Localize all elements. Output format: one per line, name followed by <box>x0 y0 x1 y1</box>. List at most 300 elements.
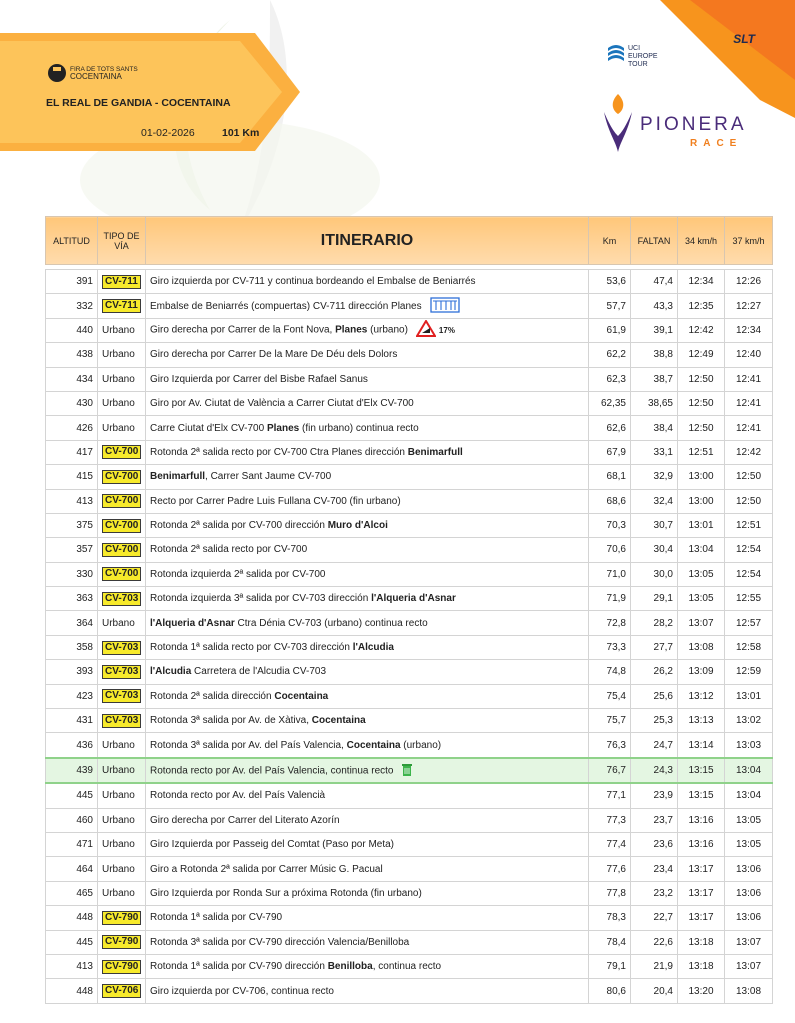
itinerary-town: Benilloba <box>327 961 373 973</box>
cell-altitud: 332 <box>46 294 98 318</box>
cell-37kmh: 13:06 <box>725 881 773 905</box>
cell-altitud: 448 <box>46 979 98 1003</box>
cell-km: 76,3 <box>589 733 631 758</box>
cell-tipo-via <box>98 906 146 930</box>
cell-tipo-via <box>98 294 146 318</box>
itinerary-text-after: , continua recto <box>372 961 442 973</box>
table-row <box>46 587 773 611</box>
cell-faltan: 30,4 <box>631 538 678 562</box>
road-tag: CV-703 <box>102 592 141 606</box>
itinerary-text: Giro Izquierda por Carrer del Bisbe Rafael Sanus <box>150 373 368 385</box>
itinerary-text: Giro Izquierda por Ronda Sur a próxima Rotonda (fin urbano) <box>150 887 422 899</box>
cell-altitud: 393 <box>46 660 98 684</box>
cell-tipo-via <box>98 416 146 440</box>
table-row <box>46 513 773 537</box>
cell-faltan: 25,3 <box>631 709 678 733</box>
col-km: Km <box>589 217 631 265</box>
col-34kmh: 34 km/h <box>678 217 725 265</box>
cell-faltan: 23,9 <box>631 783 678 808</box>
cell-34kmh: 12:49 <box>678 343 725 367</box>
cell-34kmh: 12:50 <box>678 367 725 391</box>
cell-itinerario <box>146 416 589 440</box>
cell-tipo-via <box>98 489 146 513</box>
itinerary-town: l'Alqueria d'Asnar <box>150 617 235 629</box>
itinerary-text-after: Carretera de l'Alcudia CV-703 <box>191 666 327 678</box>
cell-37kmh: 12:50 <box>725 489 773 513</box>
cell-37kmh: 13:06 <box>725 857 773 881</box>
uci-line2: EUROPE <box>628 53 658 60</box>
cell-km: 77,3 <box>589 808 631 832</box>
cell-itinerario <box>146 489 589 513</box>
table-row <box>46 489 773 513</box>
uci-line1: UCI <box>628 45 641 52</box>
cell-34kmh: 13:18 <box>678 954 725 978</box>
cell-34kmh: 13:16 <box>678 808 725 832</box>
cell-faltan: 28,2 <box>631 611 678 635</box>
cell-itinerario <box>146 343 589 367</box>
cell-km: 75,7 <box>589 709 631 733</box>
cell-faltan: 30,0 <box>631 562 678 586</box>
cell-37kmh: 12:41 <box>725 416 773 440</box>
cell-34kmh: 13:17 <box>678 906 725 930</box>
cell-34kmh: 13:17 <box>678 857 725 881</box>
cell-tipo-via <box>98 367 146 391</box>
trash-bin-icon <box>401 762 413 780</box>
cell-34kmh: 12:51 <box>678 440 725 464</box>
cell-tipo-via <box>98 930 146 954</box>
table-row <box>46 709 773 733</box>
cell-km: 68,6 <box>589 489 631 513</box>
itinerary-text: Rotonda 2ª salida recto por CV-700 Ctra Planes dirección <box>150 446 408 458</box>
table-row <box>46 270 773 294</box>
road-tag: CV-706 <box>102 984 141 998</box>
cell-itinerario <box>146 954 589 978</box>
brand-line1: FIRA DE TOTS SANTS <box>70 66 138 73</box>
cell-37kmh: 12:42 <box>725 440 773 464</box>
table-row <box>46 562 773 586</box>
cell-faltan: 24,3 <box>631 758 678 783</box>
table-row <box>46 465 773 489</box>
cell-altitud: 426 <box>46 416 98 440</box>
road-tag: CV-703 <box>102 714 141 728</box>
road-tag: CV-703 <box>102 641 141 655</box>
cell-altitud: 375 <box>46 513 98 537</box>
road-type: Urbano <box>102 765 135 776</box>
road-type: Urbano <box>102 863 135 875</box>
road-tag: CV-700 <box>102 494 141 508</box>
cell-34kmh: 13:15 <box>678 758 725 783</box>
cell-37kmh: 13:03 <box>725 733 773 758</box>
cell-tipo-via <box>98 538 146 562</box>
cell-faltan: 33,1 <box>631 440 678 464</box>
road-tag: CV-700 <box>102 470 141 484</box>
itinerary-text: Rotonda 1ª salida recto por CV-703 dirección <box>150 642 353 654</box>
cell-faltan: 32,4 <box>631 489 678 513</box>
itinerary-town: Muro d'Alcoi <box>327 520 388 532</box>
cell-37kmh: 12:40 <box>725 343 773 367</box>
road-tag: CV-700 <box>102 543 141 557</box>
itinerary-text: Rotonda recto por Av. del País Valencià <box>150 790 326 802</box>
cell-37kmh: 12:27 <box>725 294 773 318</box>
cell-34kmh: 13:17 <box>678 881 725 905</box>
table-row <box>46 635 773 659</box>
cell-altitud: 430 <box>46 391 98 415</box>
cell-37kmh: 13:04 <box>725 783 773 808</box>
cell-faltan: 47,4 <box>631 270 678 294</box>
table-row <box>46 391 773 415</box>
cell-37kmh: 13:02 <box>725 709 773 733</box>
table-row <box>46 611 773 635</box>
cell-itinerario <box>146 733 589 758</box>
cell-tipo-via <box>98 343 146 367</box>
cell-34kmh: 13:00 <box>678 489 725 513</box>
cell-34kmh: 12:50 <box>678 391 725 415</box>
pionera-logo <box>598 92 768 156</box>
cell-faltan: 22,6 <box>631 930 678 954</box>
col-faltan: FALTAN <box>631 217 678 265</box>
cell-37kmh: 13:01 <box>725 684 773 708</box>
cell-km: 77,6 <box>589 857 631 881</box>
cell-itinerario <box>146 562 589 586</box>
table-row <box>46 954 773 978</box>
cell-tipo-via <box>98 562 146 586</box>
itinerary-text: Rotonda 3ª salida por Av. del País Valencia, <box>150 739 347 751</box>
itinerary-text-after: (urbano) <box>367 325 408 337</box>
cell-altitud: 330 <box>46 562 98 586</box>
road-type: Urbano <box>102 839 135 851</box>
cell-faltan: 32,9 <box>631 465 678 489</box>
road-type: Urbano <box>102 617 135 629</box>
cell-37kmh: 12:34 <box>725 318 773 342</box>
itinerary-text-after: (urbano) <box>400 739 442 751</box>
itinerary-text-after: Ctra Dénia CV-703 (urbano) continua recto <box>234 617 428 629</box>
cell-km: 74,8 <box>589 660 631 684</box>
cell-34kmh: 13:14 <box>678 733 725 758</box>
cell-itinerario <box>146 832 589 856</box>
table-row <box>46 538 773 562</box>
itinerary-town: Benimarfull <box>150 471 206 483</box>
cell-34kmh: 13:00 <box>678 465 725 489</box>
cell-37kmh: 12:26 <box>725 270 773 294</box>
fira-emblem-icon <box>46 62 68 84</box>
table-row <box>46 733 773 758</box>
road-tag: CV-790 <box>102 960 141 974</box>
road-tag: CV-700 <box>102 567 141 581</box>
cell-km: 61,9 <box>589 318 631 342</box>
cell-itinerario <box>146 538 589 562</box>
cell-34kmh: 13:15 <box>678 783 725 808</box>
itinerary-town: Cocentaina <box>311 715 366 727</box>
cell-tipo-via <box>98 318 146 342</box>
itinerary-town: Cocentaina <box>346 739 401 751</box>
cell-itinerario <box>146 906 589 930</box>
road-tag: CV-790 <box>102 911 141 925</box>
itinerary-text: Rotonda 2ª salida por CV-700 dirección <box>150 520 328 532</box>
table-row <box>46 343 773 367</box>
cell-faltan: 23,6 <box>631 832 678 856</box>
itinerary-text: Carre Ciutat d'Elx CV-700 <box>150 422 267 434</box>
cell-34kmh: 12:34 <box>678 270 725 294</box>
itinerary-text: Embalse de Beniarrés (compuertas) CV-711 dirección Planes <box>150 300 422 312</box>
road-tag: CV-703 <box>102 665 141 679</box>
itinerary-town: Planes <box>266 422 300 434</box>
road-type: Urbano <box>102 324 135 336</box>
cell-34kmh: 13:09 <box>678 660 725 684</box>
cell-tipo-via <box>98 270 146 294</box>
cell-km: 57,7 <box>589 294 631 318</box>
road-type: Urbano <box>102 887 135 899</box>
pionera-figure-icon <box>598 92 638 154</box>
cell-tipo-via <box>98 513 146 537</box>
cell-tipo-via <box>98 391 146 415</box>
cell-itinerario <box>146 684 589 708</box>
cell-37kmh: 13:07 <box>725 954 773 978</box>
cell-itinerario <box>146 270 589 294</box>
cell-altitud: 391 <box>46 270 98 294</box>
cell-km: 78,3 <box>589 906 631 930</box>
table-row <box>46 758 773 783</box>
cell-itinerario <box>146 783 589 808</box>
table-row <box>46 881 773 905</box>
table-header-row <box>46 217 773 265</box>
itinerary-text: Rotonda 3ª salida por CV-790 dirección Valencia/Benilloba <box>150 936 410 948</box>
cell-itinerario <box>146 318 589 342</box>
cell-altitud: 413 <box>46 489 98 513</box>
road-type: Urbano <box>102 422 135 434</box>
road-type: Urbano <box>102 373 135 385</box>
uci-globe-icon <box>606 42 626 64</box>
cell-km: 62,2 <box>589 343 631 367</box>
itinerary-text: Rotonda 1ª salida por CV-790 dirección <box>150 961 328 973</box>
cell-itinerario <box>146 367 589 391</box>
cell-faltan: 20,4 <box>631 979 678 1003</box>
cell-km: 72,8 <box>589 611 631 635</box>
cell-itinerario <box>146 979 589 1003</box>
cell-itinerario <box>146 635 589 659</box>
cell-faltan: 22,7 <box>631 906 678 930</box>
road-type: Urbano <box>102 790 135 802</box>
road-type: Urbano <box>102 349 135 361</box>
cell-altitud: 431 <box>46 709 98 733</box>
cell-itinerario <box>146 758 589 783</box>
cell-faltan: 29,1 <box>631 587 678 611</box>
itinerary-text-after: , Carrer Sant Jaume CV-700 <box>205 471 332 483</box>
cell-faltan: 24,7 <box>631 733 678 758</box>
table-row <box>46 440 773 464</box>
table-row <box>46 808 773 832</box>
cell-altitud: 464 <box>46 857 98 881</box>
uci-logo <box>606 42 658 69</box>
cell-altitud: 436 <box>46 733 98 758</box>
itinerary-town: Planes <box>335 325 368 337</box>
cell-34kmh: 13:16 <box>678 832 725 856</box>
table-row <box>46 930 773 954</box>
itinerary-text-after: (fin urbano) continua recto <box>299 422 419 434</box>
cell-altitud: 460 <box>46 808 98 832</box>
table-row <box>46 318 773 342</box>
cell-37kmh: 12:57 <box>725 611 773 635</box>
itinerary-town: Cocentaina <box>274 690 329 702</box>
cell-faltan: 23,2 <box>631 881 678 905</box>
table-row <box>46 979 773 1003</box>
cell-km: 62,6 <box>589 416 631 440</box>
cell-tipo-via <box>98 954 146 978</box>
cell-34kmh: 13:13 <box>678 709 725 733</box>
cell-km: 79,1 <box>589 954 631 978</box>
itinerary-text: Recto por Carrer Padre Luis Fullana CV-700 (fin urbano) <box>150 495 401 507</box>
uci-line3: TOUR <box>628 61 648 68</box>
race-date: 01-02-2026 <box>141 127 195 139</box>
cell-itinerario <box>146 587 589 611</box>
itinerary-text: Giro derecha por Carrer del Literato Azorín <box>150 814 340 826</box>
cell-tipo-via <box>98 635 146 659</box>
cell-tipo-via <box>98 611 146 635</box>
cell-tipo-via <box>98 783 146 808</box>
cell-altitud: 423 <box>46 684 98 708</box>
cell-altitud: 438 <box>46 343 98 367</box>
road-type: Urbano <box>102 398 135 410</box>
table-row <box>46 906 773 930</box>
cell-37kmh: 12:55 <box>725 587 773 611</box>
table-row <box>46 416 773 440</box>
cell-itinerario <box>146 294 589 318</box>
cell-km: 70,3 <box>589 513 631 537</box>
itinerary-text: Giro derecha por Carrer De la Mare De Déu dels Dolors <box>150 349 398 361</box>
table-row <box>46 294 773 318</box>
cell-itinerario <box>146 709 589 733</box>
itinerary-text: Giro a Rotonda 2ª salida por Carrer Músic G. Pacual <box>150 863 383 875</box>
pionera-word: PIONERA <box>640 114 747 135</box>
itinerary-text: Rotonda 1ª salida por CV-790 <box>150 912 283 924</box>
dam-icon <box>430 297 460 316</box>
cell-37kmh: 12:54 <box>725 538 773 562</box>
road-tag: CV-711 <box>102 275 141 289</box>
cell-tipo-via <box>98 857 146 881</box>
cell-34kmh: 13:01 <box>678 513 725 537</box>
road-tag: CV-700 <box>102 519 141 533</box>
cell-37kmh: 12:54 <box>725 562 773 586</box>
cell-tipo-via <box>98 832 146 856</box>
itinerary-text: Giro derecha por Carrer de la Font Nova, <box>150 325 336 337</box>
col-37kmh: 37 km/h <box>725 217 773 265</box>
cell-34kmh: 13:05 <box>678 587 725 611</box>
table-row <box>46 367 773 391</box>
cell-37kmh: 13:06 <box>725 906 773 930</box>
itinerary-text: Giro Izquierda por Passeig del Comtat (Paso por Meta) <box>150 839 394 851</box>
table-row <box>46 783 773 808</box>
cell-34kmh: 13:20 <box>678 979 725 1003</box>
cell-km: 73,3 <box>589 635 631 659</box>
cell-itinerario <box>146 930 589 954</box>
cell-faltan: 38,65 <box>631 391 678 415</box>
cell-itinerario <box>146 660 589 684</box>
itinerary-town: l'Alcudia <box>352 642 394 654</box>
climb-warning-icon <box>416 320 436 340</box>
cell-37kmh: 12:51 <box>725 513 773 537</box>
cell-itinerario <box>146 808 589 832</box>
cell-faltan: 38,4 <box>631 416 678 440</box>
cell-km: 77,4 <box>589 832 631 856</box>
cell-km: 80,6 <box>589 979 631 1003</box>
cell-34kmh: 13:12 <box>678 684 725 708</box>
table-row <box>46 660 773 684</box>
cell-tipo-via <box>98 440 146 464</box>
cell-altitud: 363 <box>46 587 98 611</box>
cell-itinerario <box>146 611 589 635</box>
itinerary-text: Rotonda izquierda 2ª salida por CV-700 <box>150 568 326 580</box>
cell-37kmh: 12:59 <box>725 660 773 684</box>
cell-37kmh: 13:05 <box>725 808 773 832</box>
cell-km: 67,9 <box>589 440 631 464</box>
itinerary-town: l'Alcudia <box>150 666 192 678</box>
cell-34kmh: 12:35 <box>678 294 725 318</box>
cell-tipo-via <box>98 587 146 611</box>
cell-altitud: 357 <box>46 538 98 562</box>
cell-itinerario <box>146 857 589 881</box>
cell-km: 78,4 <box>589 930 631 954</box>
cell-itinerario <box>146 440 589 464</box>
cell-37kmh: 13:07 <box>725 930 773 954</box>
cell-altitud: 364 <box>46 611 98 635</box>
cell-34kmh: 13:05 <box>678 562 725 586</box>
cell-altitud: 471 <box>46 832 98 856</box>
cell-tipo-via <box>98 979 146 1003</box>
table-row <box>46 832 773 856</box>
table-row <box>46 857 773 881</box>
cell-37kmh: 12:41 <box>725 391 773 415</box>
cell-itinerario <box>146 881 589 905</box>
col-itinerario: ITINERARIO <box>146 217 589 265</box>
cell-faltan: 23,4 <box>631 857 678 881</box>
road-tag: CV-703 <box>102 689 141 703</box>
cell-34kmh: 13:18 <box>678 930 725 954</box>
cell-tipo-via <box>98 881 146 905</box>
cell-faltan: 25,6 <box>631 684 678 708</box>
cell-km: 71,0 <box>589 562 631 586</box>
cell-37kmh: 12:50 <box>725 465 773 489</box>
itinerary-text: Rotonda 3ª salida por Av. de Xàtiva, <box>150 715 312 727</box>
itinerary-text: Rotonda 2ª salida recto por CV-700 <box>150 544 308 556</box>
itinerary-text: Rotonda izquierda 3ª salida por CV-703 dirección <box>150 593 372 605</box>
cell-37kmh: 12:58 <box>725 635 773 659</box>
cell-faltan: 38,8 <box>631 343 678 367</box>
cell-faltan: 23,7 <box>631 808 678 832</box>
cell-km: 71,9 <box>589 587 631 611</box>
itinerary-text: Giro por Av. Ciutat de València a Carrer Ciutat d'Elx CV-700 <box>150 398 414 410</box>
table-row <box>46 684 773 708</box>
cell-faltan: 43,3 <box>631 294 678 318</box>
cell-altitud: 440 <box>46 318 98 342</box>
cell-faltan: 38,7 <box>631 367 678 391</box>
cell-altitud: 358 <box>46 635 98 659</box>
cell-km: 53,6 <box>589 270 631 294</box>
cell-37kmh: 12:41 <box>725 367 773 391</box>
road-type: Urbano <box>102 739 135 751</box>
pionera-race: RACE <box>690 138 743 149</box>
cell-itinerario <box>146 391 589 415</box>
cell-altitud: 445 <box>46 930 98 954</box>
cell-faltan: 30,7 <box>631 513 678 537</box>
gradient-label: 17% <box>438 325 455 335</box>
cell-itinerario <box>146 513 589 537</box>
itinerary-text: Rotonda 2ª salida dirección <box>150 690 275 702</box>
itinerary-text: Rotonda recto por Av. del País Valencia, continua recto <box>150 765 394 777</box>
cell-altitud: 445 <box>46 783 98 808</box>
cell-37kmh: 13:05 <box>725 832 773 856</box>
road-tag: CV-700 <box>102 445 141 459</box>
cell-km: 70,6 <box>589 538 631 562</box>
cell-faltan: 21,9 <box>631 954 678 978</box>
